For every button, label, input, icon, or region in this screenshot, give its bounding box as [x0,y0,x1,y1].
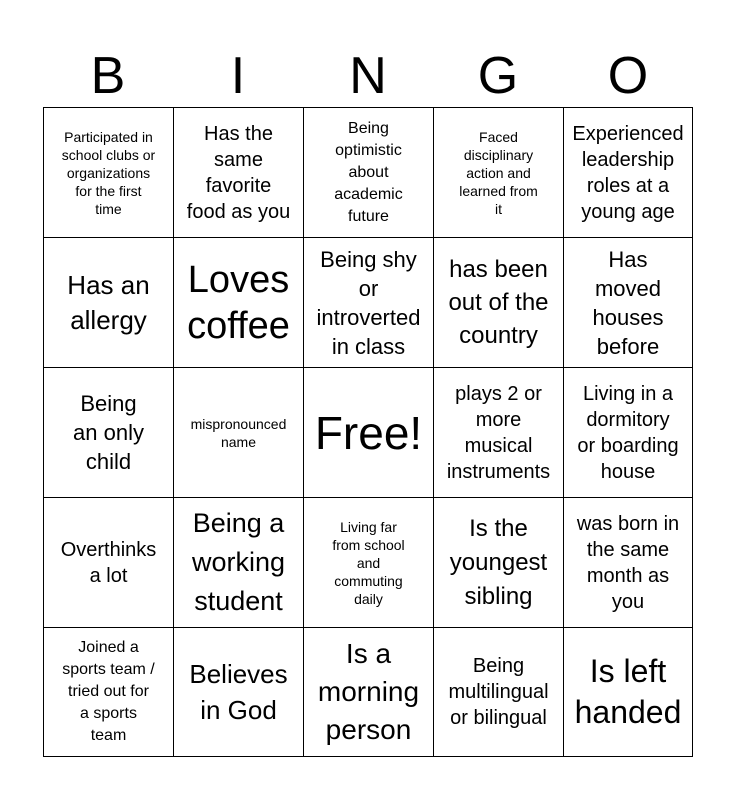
cell-label: Is a morning person [317,638,420,745]
cell-label: Being multilingual or bilingual [448,655,549,729]
bingo-cell-r2-c3[interactable] [304,238,434,368]
bingo-grid [43,107,693,757]
cell-label: Participated in school clubs or organizations for the first time [61,128,156,217]
bingo-cell-r1-c2[interactable] [174,108,304,238]
cell-label: plays 2 or more musical instruments [446,382,551,483]
bingo-cell-r3-c1[interactable] [44,368,174,498]
bingo-cell-r4-c3[interactable] [304,498,434,628]
bingo-cell-r1-c3[interactable] [304,108,434,238]
cell-label: Is left handed [574,653,682,730]
bingo-cell-r4-c2[interactable] [174,498,304,628]
cell-label: Is the youngest sibling [449,514,548,610]
header-letter-g: G [477,47,519,105]
cell-label: Believes in God [189,659,288,725]
header-letter-b: B [90,47,126,105]
bingo-cell-r1-c1[interactable] [44,108,174,238]
cell-label: was born in the same month as you [576,512,680,613]
bingo-cell-r2-c5[interactable] [564,238,692,368]
bingo-cell-r5-c2[interactable] [174,628,304,756]
bingo-cell-r3-c5[interactable] [564,368,692,498]
header-letter-n: N [349,47,387,105]
cell-label: Free! [314,406,423,459]
bingo-cell-r3-c2[interactable] [174,368,304,498]
cell-label: Has the same favorite food as you [186,122,291,223]
bingo-cell-r4-c5[interactable] [564,498,692,628]
bingo-header [43,46,693,106]
bingo-cell-r4-c1[interactable] [44,498,174,628]
free-space-cell[interactable] [304,368,434,498]
cell-label: mispronounced name [190,415,287,450]
cell-label: Loves coffee [187,258,290,347]
bingo-cell-r5-c1[interactable] [44,628,174,756]
bingo-cell-r2-c2[interactable] [174,238,304,368]
cell-label: Faced disciplinary action and learned from it [459,128,538,217]
bingo-cell-r5-c4[interactable] [434,628,564,756]
bingo-cell-r2-c4[interactable] [434,238,564,368]
bingo-cell-r1-c5[interactable] [564,108,692,238]
cell-label: Joined a sports team / tried out for a sports team [62,639,155,744]
cell-label: Living in a dormitory or boarding house [577,382,679,483]
cell-label: Being a working student [191,508,286,616]
bingo-cell-r1-c4[interactable] [434,108,564,238]
bingo-cell-r3-c4[interactable] [434,368,564,498]
header-letter-i: I [230,47,246,105]
cell-label: Being shy or introverted in class [316,246,421,359]
cell-label: Has moved houses before [592,246,664,359]
header-letter-o: O [607,47,649,105]
cell-label: Living far from school and commuting daily [332,518,405,607]
cell-label: Being an only child [73,391,144,474]
cell-label: Being optimistic about academic future [334,119,403,225]
bingo-cell-r5-c5[interactable] [564,628,692,756]
bingo-cell-r5-c3[interactable] [304,628,434,756]
cell-label: Overthinks a lot [60,538,157,587]
cell-label: Experienced leadership roles at a young age [572,122,684,223]
cell-label: has been out of the country [448,256,549,349]
bingo-cell-r4-c4[interactable] [434,498,564,628]
cell-label: Has an allergy [67,269,150,335]
bingo-cell-r2-c1[interactable] [44,238,174,368]
